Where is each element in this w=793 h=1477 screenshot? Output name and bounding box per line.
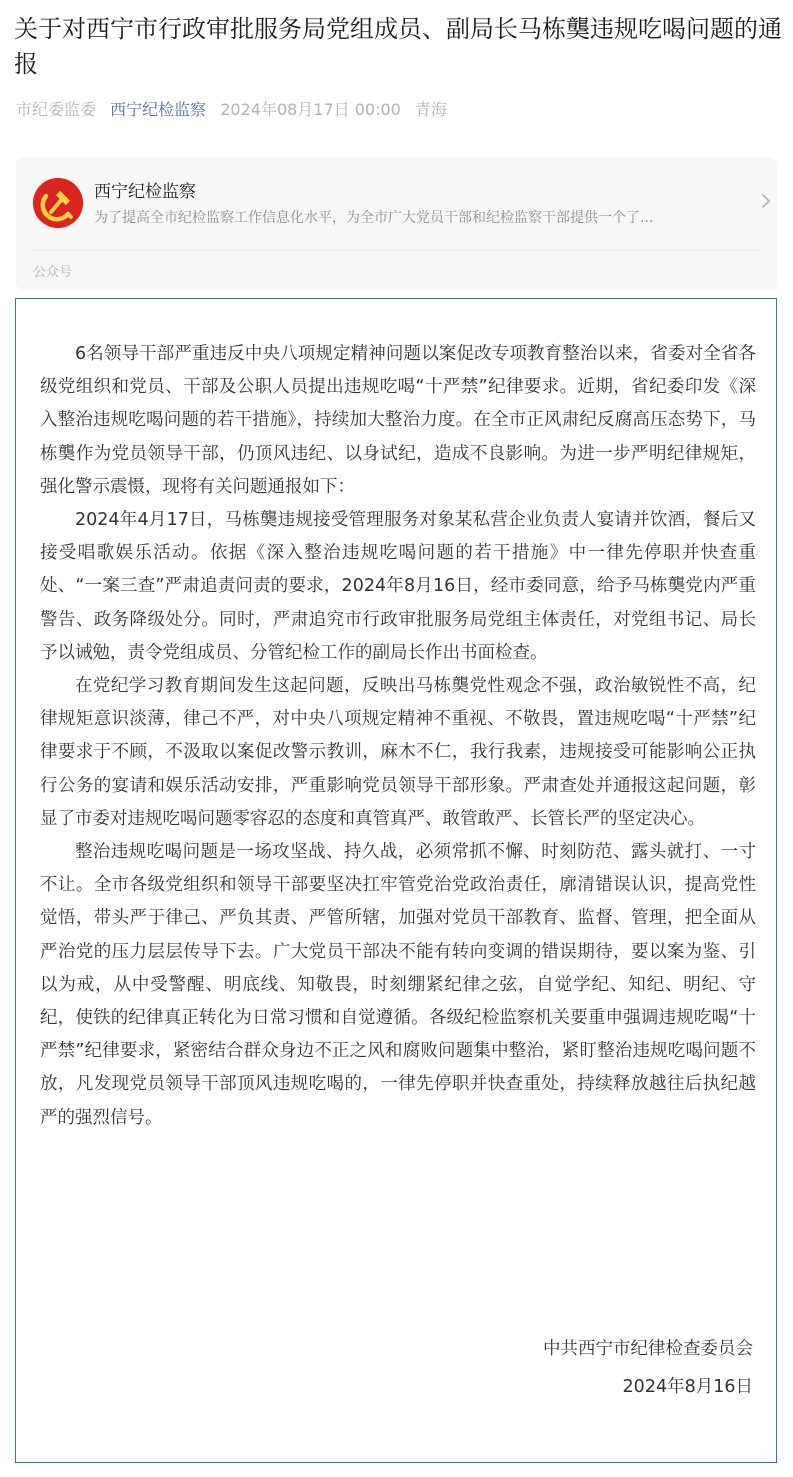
paragraph: 2024年4月17日，马栋龑违规接受管理服务对象某私营企业负责人宴请并饮酒，餐后又接受唱歌娱乐活动。依据《深入整治违规吃喝问题的若干措施》中一律先停职并快查重处、“一案三查”严肃追责问责的要求，2024年8月16日，经市委同意，给予马栋龑党内严重警告、政务降级处分。同时，严肃追究市行政审批服务局党组主体责任，对党组书记、局长予以诫勉，责令党组成员、分管纪检工作的副局长作出书面检查。 [40, 510, 756, 663]
paragraph: 6名领导干部严重违反中央八项规定精神问题以案促改专项教育整治以来，省委对全省各级党组织和党员、干部及公职人员提出违规吃喝“十严禁”纪律要求。近期，省纪委印发《深入整治违规吃喝问题的若干措施》，持续加大整治力度。在全市正风肃纪反腐高压态势下，马栋龑作为党员领导干部，仍顶风违纪、以身试纪，造成不良影响。为进一步严明纪律规矩，强化警示震慑，现将有关问题通报如下： [40, 344, 756, 497]
signature-org: 中共西宁市纪律检查委员会 [543, 1339, 753, 1359]
meta-location: 青海 [414, 100, 447, 119]
signature-date: 2024年8月16日 [622, 1377, 753, 1397]
account-profile-card[interactable] [16, 157, 777, 290]
meta-source: 市纪委监委 [16, 100, 97, 119]
paragraph: 在党纪学习教育期间发生这起问题，反映出马栋龑党性观念不强，政治敏锐性不高，纪律规矩意识淡薄，律己不严，对中央八项规定精神不重视、不敬畏，置违规吃喝“十严禁”纪律要求于不顾，不汲取以案促改警示教训，麻木不仁，我行我素，违规接受可能影响公正执行公务的宴请和娱乐活动安排，严重影响党员领导干部形象。严肃查处并通报这起问题，彰显了市委对违规吃喝问题零容忍的态度和真管真严、敢管敢严、长管长严的坚定决心。 [40, 676, 756, 829]
card-divider [32, 250, 761, 251]
article-body-frame [15, 298, 777, 1463]
chevron-right-icon[interactable] [759, 189, 773, 213]
party-emblem-icon [33, 178, 83, 228]
article-body [40, 338, 756, 1135]
meta-account-link[interactable]: 西宁纪检监察 [110, 100, 207, 119]
article-meta [16, 97, 456, 119]
article-title: 关于对西宁市行政审批服务局党组成员、副局长马栋龑违规吃喝问题的通报 [14, 15, 782, 78]
meta-date: 2024年08月17日 00:00 [220, 100, 401, 119]
account-description: 为了提高全市纪检监察工作信息化水平，为全市广大党员干部和纪检监察干部提供一个了... [94, 210, 654, 226]
account-type-tag: 公众号 [33, 265, 73, 280]
paragraph: 整治违规吃喝问题是一场攻坚战、持久战，必须常抓不懈、时刻防范、露头就打、一寸不让。全市各级党组织和领导干部要坚决扛牢管党治党政治责任，廓清错误认识，提高党性觉悟，带头严于律己、严负其责、严管所辖，加强对党员干部教育、监督、管理，把全面从严治党的压力层层传导下去。广大党员干部决不能有转向变调的错误期待，要以案为鉴、引以为戒，从中受警醒、明底线、知敬畏，时刻绷紧纪律之弦，自觉学纪、知纪、明纪、守纪，使铁的纪律真正转化为日常习惯和自觉遵循。各级纪检监察机关要重申强调违规吃喝“十严禁”纪律要求，紧密结合群众身边不正之风和腐败问题集中整治，紧盯整治违规吃喝问题不放，凡发现党员领导干部顶风违规吃喝的，一律先停职并快查重处，持续释放越往后执纪越严的强烈信号。 [40, 842, 756, 1128]
account-name: 西宁纪检监察 [94, 182, 196, 202]
